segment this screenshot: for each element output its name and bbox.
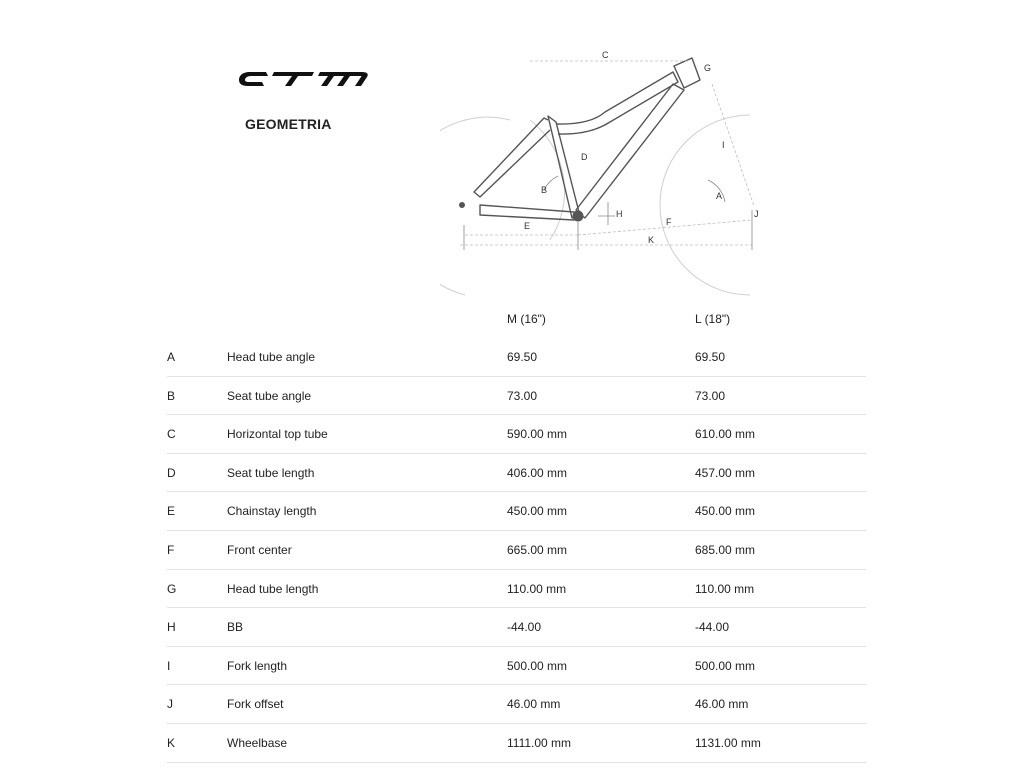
row-value-m: 1111.00 mm bbox=[507, 735, 572, 750]
table-row bbox=[167, 608, 866, 647]
row-value-l: -44.00 bbox=[695, 620, 730, 635]
row-value-m: 69.50 bbox=[507, 350, 538, 364]
diagram-label-d: D bbox=[581, 152, 588, 162]
row-name: Chainstay length bbox=[227, 504, 317, 519]
row-name: Wheelbase bbox=[227, 735, 288, 750]
row-name: Horizontal top tube bbox=[227, 427, 328, 442]
diagram-label-f: F bbox=[666, 217, 672, 227]
table-row bbox=[167, 338, 866, 377]
row-code: A bbox=[167, 350, 176, 364]
geometry-table bbox=[167, 338, 866, 763]
row-value-m: 450.00 mm bbox=[507, 504, 568, 519]
row-value-l: 610.00 mm bbox=[695, 427, 756, 442]
diagram-label-h: H bbox=[616, 209, 623, 219]
row-name: Front center bbox=[227, 542, 292, 557]
row-value-l: 1131.00 mm bbox=[695, 735, 761, 750]
row-name: Fork length bbox=[227, 658, 288, 673]
ctm-logo bbox=[236, 62, 370, 96]
table-row bbox=[167, 415, 866, 454]
table-row bbox=[167, 570, 866, 609]
row-name: BB bbox=[227, 620, 244, 635]
row-value-m: 406.00 mm bbox=[507, 465, 568, 480]
table-row bbox=[167, 685, 866, 724]
diagram-label-k: K bbox=[648, 235, 655, 245]
diagram-label-i: I bbox=[722, 140, 725, 150]
row-name: Seat tube length bbox=[227, 465, 315, 480]
row-code: F bbox=[167, 542, 175, 557]
row-value-m: 110.00 mm bbox=[507, 581, 567, 596]
row-value-l: 69.50 bbox=[695, 350, 726, 364]
row-name: Head tube angle bbox=[227, 350, 316, 364]
diagram-label-j: J bbox=[754, 209, 759, 219]
diagram-label-g: G bbox=[704, 63, 712, 73]
table-row bbox=[167, 724, 866, 763]
row-code: K bbox=[167, 735, 176, 750]
row-value-l: 46.00 mm bbox=[695, 697, 749, 712]
row-value-l: 685.00 mm bbox=[695, 542, 756, 557]
row-value-l: 457.00 mm bbox=[695, 465, 756, 480]
column-header-m: M (16") bbox=[507, 312, 546, 326]
row-value-l: 73.00 bbox=[695, 388, 726, 403]
table-row bbox=[167, 647, 866, 686]
table-row bbox=[167, 377, 866, 416]
row-code: B bbox=[167, 388, 176, 403]
row-code: G bbox=[167, 581, 177, 596]
row-code: E bbox=[167, 504, 176, 519]
row-value-l: 110.00 mm bbox=[695, 581, 755, 596]
row-value-m: -44.00 bbox=[507, 620, 542, 635]
row-name: Head tube length bbox=[227, 581, 319, 596]
row-value-l: 450.00 mm bbox=[695, 504, 756, 519]
table-row bbox=[167, 531, 866, 570]
diagram-label-c: C bbox=[602, 50, 609, 60]
row-code: I bbox=[167, 658, 171, 673]
diagram-label-e: E bbox=[524, 221, 531, 231]
row-value-m: 665.00 mm bbox=[507, 542, 568, 557]
diagram-label-b: B bbox=[541, 185, 548, 195]
row-code: D bbox=[167, 465, 176, 480]
diagram-label-a: A bbox=[716, 191, 723, 201]
column-header-l: L (18") bbox=[695, 312, 731, 326]
row-value-m: 73.00 bbox=[507, 388, 538, 403]
page-title: GEOMETRIA bbox=[245, 116, 332, 132]
row-code: C bbox=[167, 427, 176, 442]
row-value-m: 500.00 mm bbox=[507, 658, 568, 673]
row-name: Seat tube angle bbox=[227, 388, 312, 403]
table-row bbox=[167, 492, 866, 531]
row-value-m: 46.00 mm bbox=[507, 697, 561, 712]
row-value-l: 500.00 mm bbox=[695, 658, 756, 673]
row-code: J bbox=[167, 697, 173, 712]
table-row bbox=[167, 454, 866, 493]
row-code: H bbox=[167, 620, 176, 635]
row-name: Fork offset bbox=[227, 697, 284, 712]
bike-geometry-diagram bbox=[440, 40, 780, 300]
row-value-m: 590.00 mm bbox=[507, 427, 568, 442]
